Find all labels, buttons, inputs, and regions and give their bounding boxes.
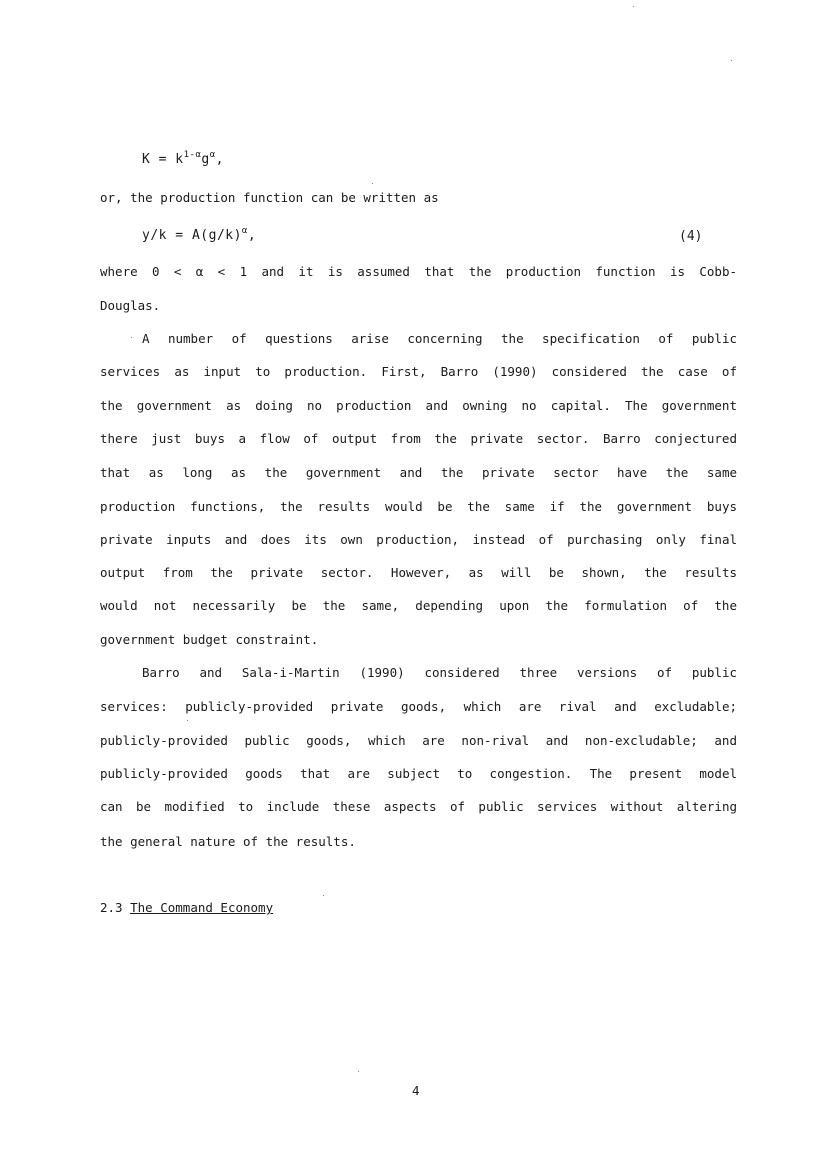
paragraph-line: the general nature of the results. [100, 834, 356, 849]
paragraph-line: Douglas. [100, 298, 161, 313]
paragraph-line: Barro and Sala-i-Martin (1990) considered three versions of public [142, 665, 737, 680]
scan-speck [187, 720, 188, 721]
scan-speck [323, 895, 324, 896]
paragraph-line: can be modified to include these aspects of public services without altering [100, 799, 737, 814]
paragraph-line: would not necessarily be the same, depending upon the formulation of the [100, 598, 737, 613]
paragraph-line: where 0 < α < 1 and it is assumed that the production function is Cobb- [100, 264, 737, 279]
exponent-alpha: α [209, 150, 216, 160]
paragraph-line: output from the private sector. However, as will be shown, the results [100, 565, 737, 580]
paragraph-line: private inputs and does its own production, instead of purchasing only final [100, 532, 737, 547]
scan-speck [731, 60, 732, 61]
scan-speck [372, 183, 373, 184]
scan-speck [131, 337, 132, 338]
equation-number: (4) [679, 229, 703, 244]
paragraph-line: that as long as the government and the private sector have the same [100, 465, 737, 480]
paragraph-line: publicly-provided goods that are subject to congestion. The present model [100, 766, 737, 781]
equation-capital: $K = k^{1-\alpha}g^\alpha$, [142, 150, 224, 167]
intro-line: or, the production function can be written as [100, 190, 439, 205]
paragraph-line: publicly-provided public goods, which are non-rival and non-excludable; and [100, 733, 737, 748]
exponent-alpha: α [241, 226, 248, 236]
paragraph-line: A number of questions arise concerning the specification of public [142, 331, 737, 346]
scan-speck [633, 6, 634, 7]
page-number: 4 [412, 1083, 420, 1098]
section-number: 2.3 [100, 900, 123, 915]
paragraph-line: services: publicly-provided private goods, which are rival and excludable; [100, 699, 737, 714]
section-heading [100, 900, 273, 915]
paragraph-line: there just buys a flow of output from the private sector. Barro conjectured [100, 431, 737, 446]
paragraph-line: the government as doing no production and owning no capital. The government [100, 398, 737, 413]
paragraph-line: production functions, the results would be the same if the government buys [100, 499, 737, 514]
scan-speck [358, 1071, 359, 1072]
paragraph-line: services as input to production. First, Barro (1990) considered the case of [100, 364, 737, 379]
equation-production: $y/k = A(g/k)^\alpha$, [142, 226, 257, 243]
paragraph-line: government budget constraint. [100, 632, 319, 647]
exponent-one-minus-alpha: 1-α [183, 150, 202, 160]
section-title: The Command Economy [130, 900, 274, 915]
